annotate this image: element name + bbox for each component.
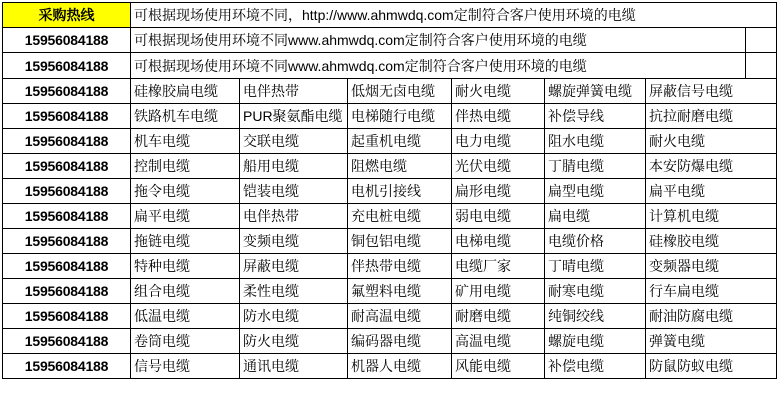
product-cell: 低烟无卤电缆 — [348, 79, 452, 104]
promo-text: 可根据现场使用环境不同www.ahmwdq.com定制符合客户使用环境的电缆 — [131, 28, 746, 53]
table-row-header — [3, 3, 777, 28]
product-cell: 矿用电缆 — [452, 279, 545, 304]
product-cell: 耐火电缆 — [452, 79, 545, 104]
table-row — [3, 104, 777, 129]
product-cell: 信号电缆 — [131, 354, 240, 379]
product-table — [2, 2, 777, 379]
product-cell: 屏蔽信号电缆 — [646, 79, 777, 104]
product-cell: 交联电缆 — [240, 129, 348, 154]
promo-text: 可根据现场使用环境不同www.ahmwdq.com定制符合客户使用环境的电缆 — [131, 53, 746, 79]
table-row — [3, 279, 777, 304]
product-cell: 扁形电缆 — [452, 179, 545, 204]
product-cell: 卷筒电缆 — [131, 329, 240, 354]
product-cell: 电机引接线 — [348, 179, 452, 204]
product-cell: 防水电缆 — [240, 304, 348, 329]
product-cell: 电力电缆 — [452, 129, 545, 154]
product-cell: 耐寒电缆 — [545, 279, 646, 304]
product-cell: 光伏电缆 — [452, 154, 545, 179]
table-row — [3, 179, 777, 204]
product-cell: 拖令电缆 — [131, 179, 240, 204]
hotline-number: 15956084188 — [3, 229, 131, 254]
product-cell: 变频电缆 — [240, 229, 348, 254]
empty-cell — [746, 28, 777, 53]
product-cell: PUR聚氨酯电缆 — [240, 104, 348, 129]
product-cell: 变频器电缆 — [646, 254, 777, 279]
table-row — [3, 129, 777, 154]
product-cell: 抗拉耐磨电缆 — [646, 104, 777, 129]
purchase-hotline-badge: 采购热线 — [3, 3, 131, 28]
product-cell: 弱电电缆 — [452, 204, 545, 229]
product-cell: 扁平电缆 — [131, 204, 240, 229]
product-cell: 阻水电缆 — [545, 129, 646, 154]
product-cell: 扁平电缆 — [646, 179, 777, 204]
product-cell: 阻燃电缆 — [348, 154, 452, 179]
product-cell: 充电桩电缆 — [348, 204, 452, 229]
empty-cell — [746, 53, 777, 79]
product-cell: 特种电缆 — [131, 254, 240, 279]
product-cell: 补偿导线 — [545, 104, 646, 129]
table-row — [3, 154, 777, 179]
table-row — [3, 329, 777, 354]
product-cell: 本安防爆电缆 — [646, 154, 777, 179]
table-row — [3, 79, 777, 104]
product-cell: 螺旋电缆 — [545, 329, 646, 354]
product-cell: 电缆价格 — [545, 229, 646, 254]
product-cell: 伴热带电缆 — [348, 254, 452, 279]
product-cell: 组合电缆 — [131, 279, 240, 304]
header-headline: 可根据现场使用环境不同，http://www.ahmwdq.com定制符合客户使用环境的电缆 — [131, 3, 777, 28]
product-cell: 风能电缆 — [452, 354, 545, 379]
product-cell: 拖链电缆 — [131, 229, 240, 254]
product-cell: 柔性电缆 — [240, 279, 348, 304]
hotline-number: 15956084188 — [3, 104, 131, 129]
product-cell: 机器人电缆 — [348, 354, 452, 379]
hotline-number: 15956084188 — [3, 254, 131, 279]
hotline-number: 15956084188 — [3, 53, 131, 79]
product-cell: 铁路机车电缆 — [131, 104, 240, 129]
product-cell: 电缆厂家 — [452, 254, 545, 279]
product-cell: 硅橡胶扁电缆 — [131, 79, 240, 104]
product-cell: 行车扁电缆 — [646, 279, 777, 304]
hotline-number: 15956084188 — [3, 129, 131, 154]
product-cell: 通讯电缆 — [240, 354, 348, 379]
hotline-number: 15956084188 — [3, 28, 131, 53]
product-cell: 丁腈电缆 — [545, 154, 646, 179]
hotline-number: 15956084188 — [3, 354, 131, 379]
product-cell: 铠装电缆 — [240, 179, 348, 204]
product-cell: 氟塑料电缆 — [348, 279, 452, 304]
product-cell: 高温电缆 — [452, 329, 545, 354]
product-cell: 扁型电缆 — [545, 179, 646, 204]
product-cell: 扁电缆 — [545, 204, 646, 229]
product-cell: 防鼠防蚁电缆 — [646, 354, 777, 379]
product-cell: 电梯随行电缆 — [348, 104, 452, 129]
hotline-number: 15956084188 — [3, 329, 131, 354]
product-cell: 耐油防腐电缆 — [646, 304, 777, 329]
product-cell: 编码器电缆 — [348, 329, 452, 354]
table-row — [3, 254, 777, 279]
hotline-number: 15956084188 — [3, 154, 131, 179]
product-cell: 低温电缆 — [131, 304, 240, 329]
product-cell: 伴热电缆 — [452, 104, 545, 129]
product-cell: 起重机电缆 — [348, 129, 452, 154]
table-row — [3, 53, 777, 79]
product-cell: 计算机电缆 — [646, 204, 777, 229]
table-row — [3, 28, 777, 53]
product-cell: 屏蔽电缆 — [240, 254, 348, 279]
product-cell: 电梯电缆 — [452, 229, 545, 254]
table-row — [3, 204, 777, 229]
product-cell: 耐磨电缆 — [452, 304, 545, 329]
product-cell: 电伴热带 — [240, 79, 348, 104]
product-cell: 耐高温电缆 — [348, 304, 452, 329]
product-cell: 铜包铝电缆 — [348, 229, 452, 254]
product-cell: 螺旋弹簧电缆 — [545, 79, 646, 104]
product-cell: 机车电缆 — [131, 129, 240, 154]
hotline-number: 15956084188 — [3, 79, 131, 104]
product-cell: 纯铜绞线 — [545, 304, 646, 329]
product-cell: 船用电缆 — [240, 154, 348, 179]
hotline-number: 15956084188 — [3, 179, 131, 204]
table-row — [3, 229, 777, 254]
product-cell: 电伴热带 — [240, 204, 348, 229]
product-cell: 防火电缆 — [240, 329, 348, 354]
table-row — [3, 354, 777, 379]
table-row — [3, 304, 777, 329]
product-cell: 丁晴电缆 — [545, 254, 646, 279]
product-cell: 控制电缆 — [131, 154, 240, 179]
product-cell: 硅橡胶电缆 — [646, 229, 777, 254]
product-cell: 耐火电缆 — [646, 129, 777, 154]
hotline-number: 15956084188 — [3, 204, 131, 229]
hotline-number: 15956084188 — [3, 304, 131, 329]
product-cell: 补偿电缆 — [545, 354, 646, 379]
product-cell: 弹簧电缆 — [646, 329, 777, 354]
hotline-number: 15956084188 — [3, 279, 131, 304]
